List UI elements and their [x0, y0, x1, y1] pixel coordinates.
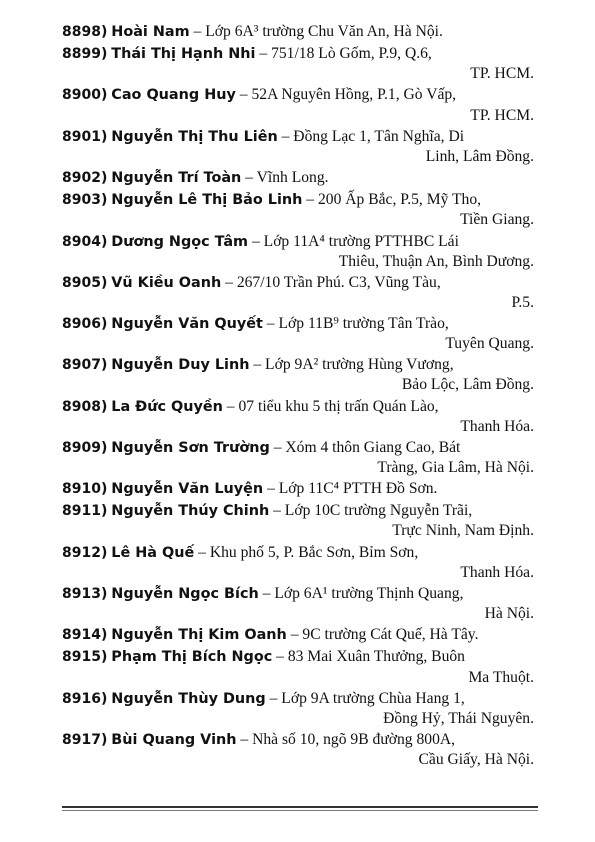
entry-address: – 267/10 Trần Phú. C3, Vũng Tàu, [225, 273, 441, 291]
entry-number: 8903) [62, 192, 108, 209]
entry-number: 8917) [62, 731, 108, 748]
entry-address: – Đồng Lạc 1, Tân Nghĩa, Di [281, 127, 465, 145]
entry-address: – Lớp 6A¹ trường Thịnh Quang, [262, 584, 464, 602]
entry-number: 8912) [62, 544, 108, 561]
entry-address: TP. HCM. [470, 106, 534, 124]
entry-name: Nguyễn Sơn Trường [111, 439, 270, 456]
entry-first-line [62, 479, 534, 499]
list-item [62, 355, 534, 394]
entry-number: 8916) [62, 690, 108, 707]
entry-number: 8909) [62, 439, 108, 456]
entry-address: Tràng, Gia Lâm, Hà Nội. [377, 459, 534, 476]
entry-address: Đồng Hỷ, Thái Nguyên. [383, 709, 534, 727]
entry-continuation-line [62, 106, 534, 125]
entry-first-line [62, 273, 534, 293]
entry-first-line [62, 22, 534, 42]
entry-number: 8904) [62, 233, 108, 250]
entry-name: Vũ Kiều Oanh [111, 274, 222, 291]
list-item [62, 168, 534, 188]
entry-continuation-line [62, 604, 534, 623]
entry-number: 8910) [62, 481, 108, 498]
entry-first-line [62, 397, 534, 417]
entry-continuation-line [62, 709, 534, 728]
entry-address: P.5. [511, 293, 534, 311]
footer-rule-thin [62, 810, 538, 811]
entry-address: – Nhà số 10, ngõ 9B đường 800A, [240, 730, 456, 748]
entry-address: Tuyên Quang. [445, 335, 534, 353]
entry-name: Hoài Nam [111, 24, 190, 40]
entry-continuation-line [62, 64, 534, 83]
entry-address: – 9C trường Cát Quế, Hà Tây. [290, 626, 479, 644]
entry-first-line [62, 190, 534, 210]
entry-name: La Đức Quyền [111, 398, 223, 415]
entry-continuation-line [62, 750, 534, 769]
entry-number: 8899) [62, 46, 108, 63]
entry-continuation-line [62, 252, 534, 271]
entry-address: – Lớp 9A² trường Hùng Vương, [253, 356, 454, 374]
entry-address: – Lớp 11B⁹ trường Tân Trào, [266, 315, 449, 333]
entry-name: Dương Ngọc Tâm [111, 233, 249, 250]
entry-address: Bảo Lộc, Lâm Đồng. [401, 376, 534, 394]
list-item [62, 44, 534, 83]
entry-address: – Lớp 10C trường Nguyễn Trãi, [273, 502, 473, 520]
entry-first-line [62, 127, 534, 147]
entry-address: Tiền Giang. [460, 211, 534, 229]
entry-first-line [62, 232, 534, 252]
entry-first-line [62, 584, 534, 604]
entry-name: Nguyễn Lê Thị Bảo Linh [111, 192, 303, 209]
entry-continuation-line [62, 210, 534, 229]
entry-number: 8915) [62, 649, 108, 666]
entry-number: 8911) [62, 503, 108, 520]
entry-first-line [62, 314, 534, 334]
entry-address: Thanh Hóa. [460, 417, 534, 435]
entry-first-line [62, 168, 534, 188]
entry-number: 8902) [62, 170, 108, 187]
entry-number: 8908) [62, 398, 108, 415]
entry-address: Trực Ninh, Nam Định. [392, 522, 534, 540]
entry-address: – Khu phố 5, P. Bắc Sơn, Bỉm Sơn, [198, 543, 419, 561]
list-item [62, 625, 534, 645]
entry-name: Nguyễn Ngọc Bích [111, 585, 259, 602]
entry-first-line [62, 625, 534, 645]
entry-continuation-line [62, 458, 534, 477]
entry-number: 8906) [62, 316, 108, 333]
entry-address: TP. HCM. [470, 65, 534, 83]
list-item [62, 273, 534, 312]
entry-first-line [62, 44, 534, 64]
entry-number: 8913) [62, 585, 108, 602]
entry-name: Lê Hà Quế [111, 544, 195, 561]
list-item [62, 127, 534, 166]
entry-name: Cao Quang Huy [111, 87, 236, 104]
list-item [62, 584, 534, 623]
entry-continuation-line [62, 521, 534, 540]
list-item [62, 397, 534, 436]
entry-number: 8907) [62, 357, 108, 374]
entry-address: – Vĩnh Long. [245, 169, 329, 187]
list-item [62, 730, 534, 769]
entry-first-line [62, 543, 534, 563]
list-item [62, 501, 534, 540]
entry-name: Nguyễn Văn Luyện [111, 481, 264, 498]
list-item [62, 438, 534, 477]
entry-address: – 07 tiểu khu 5 thị trấn Quán Lào, [226, 397, 439, 415]
entry-address: Linh, Lâm Đồng. [425, 147, 534, 165]
entry-address: – 751/18 Lò Gốm, P.9, Q.6, [259, 45, 432, 63]
entry-name: Thái Thị Hạnh Nhi [111, 46, 256, 63]
list-item [62, 314, 534, 353]
entry-continuation-line [62, 417, 534, 436]
entry-address: Ma Thuột. [468, 668, 534, 686]
list-item [62, 689, 534, 728]
list-item [62, 85, 534, 124]
entry-list [62, 22, 534, 771]
entry-number: 8900) [62, 87, 108, 104]
list-item [62, 232, 534, 271]
entry-number: 8914) [62, 627, 108, 644]
entry-first-line [62, 355, 534, 375]
list-item [62, 647, 534, 686]
entry-first-line [62, 730, 534, 750]
entry-continuation-line [62, 334, 534, 353]
entry-name: Bùi Quang Vinh [111, 731, 237, 748]
entry-address: – 200 Ấp Bắc, P.5, Mỹ Tho, [306, 191, 482, 209]
entry-name: Nguyễn Thúy Chinh [111, 503, 270, 520]
entry-first-line [62, 501, 534, 521]
entry-first-line [62, 647, 534, 667]
entry-address: – Lớp 11A⁴ trường PTTHBC Lái [251, 232, 459, 250]
entry-address: – Lớp 6A³ trường Chu Văn An, Hà Nội. [193, 23, 443, 40]
entry-address: – 83 Mai Xuân Thưởng, Buôn [276, 648, 465, 666]
entry-first-line [62, 689, 534, 709]
entry-address: – Lớp 11C⁴ PTTH Đồ Sơn. [267, 480, 438, 498]
entry-number: 8905) [62, 274, 108, 291]
entry-name: Nguyễn Trí Toàn [111, 170, 242, 187]
list-item [62, 543, 534, 582]
entry-first-line [62, 85, 534, 105]
entry-address: Cầu Giấy, Hà Nội. [418, 751, 534, 769]
entry-continuation-line [62, 147, 534, 166]
entry-address: – Lớp 9A trường Chùa Hang 1, [269, 689, 465, 707]
list-item [62, 22, 534, 42]
entry-continuation-line [62, 293, 534, 312]
entry-number: 8901) [62, 128, 108, 145]
entry-name: Nguyễn Duy Linh [111, 357, 250, 374]
entry-address: Thiêu, Thuận An, Bình Dương. [338, 252, 534, 270]
entry-address: Thanh Hóa. [460, 563, 534, 581]
entry-continuation-line [62, 563, 534, 582]
entry-name: Nguyễn Thùy Dung [111, 690, 266, 707]
entry-first-line [62, 438, 534, 458]
entry-name: Phạm Thị Bích Ngọc [111, 649, 273, 666]
entry-continuation-line [62, 668, 534, 687]
entry-address: – Xóm 4 thôn Giang Cao, Bát [273, 438, 461, 456]
list-item [62, 190, 534, 229]
entry-number: 8898) [62, 24, 108, 40]
footer-rule [62, 806, 538, 808]
entry-address: – 52A Nguyên Hồng, P.1, Gò Vấp, [239, 86, 457, 104]
entry-name: Nguyễn Văn Quyết [111, 316, 263, 333]
entry-name: Nguyễn Thị Thu Liên [111, 128, 278, 145]
entry-address: Hà Nội. [484, 605, 534, 623]
entry-name: Nguyễn Thị Kim Oanh [111, 627, 287, 644]
list-item [62, 479, 534, 499]
entry-continuation-line [62, 375, 534, 394]
